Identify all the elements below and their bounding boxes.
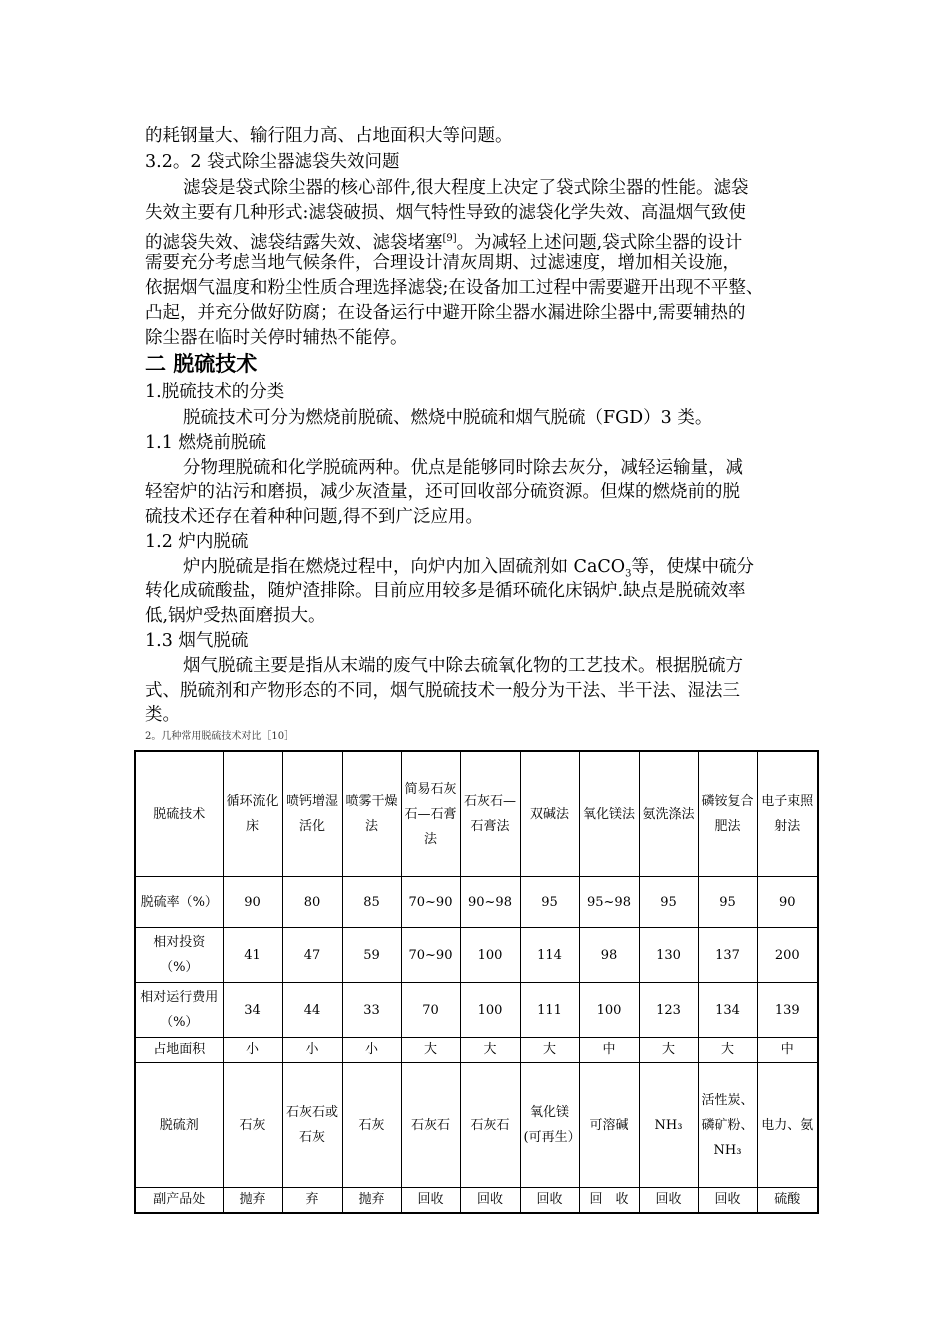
table-row	[135, 983, 818, 1038]
table-row	[135, 1188, 818, 1214]
table-cell: 114	[520, 928, 579, 983]
table-cell: 弃	[282, 1188, 342, 1214]
section-heading: 3.2。2 袋式除尘器滤袋失效问题	[145, 152, 400, 172]
table-cell: 双碱法	[520, 751, 579, 877]
paragraph-line: 式、脱硫剂和产物形态的不同，烟气脱硫技术一般分为干法、半干法、湿法三	[145, 681, 740, 701]
section-heading: 1.1 燃烧前脱硫	[145, 433, 266, 453]
paragraph-line: 的耗钢量大、输行阻力高、占地面积大等问题。	[145, 126, 513, 146]
table-cell: 回收	[698, 1188, 757, 1214]
table-cell: 130	[639, 928, 698, 983]
paragraph-line: 需要充分考虑当地气候条件，合理设计清灰周期、过滤速度，增加相关设施，	[145, 253, 740, 273]
table-cell: 200	[757, 928, 818, 983]
table-cell: 简易石灰石—石膏法	[401, 751, 460, 877]
table-cell: 90	[757, 877, 818, 928]
table-cell: 大	[460, 1038, 520, 1063]
table-cell: 100	[460, 983, 520, 1038]
table-cell: 硫酸	[757, 1188, 818, 1214]
table-cell: 中	[579, 1038, 639, 1063]
citation-ref: [9]	[442, 233, 457, 244]
row-header-cell: 占地面积	[135, 1038, 223, 1063]
paragraph-line: 依据烟气温度和粉尘性质合理选择滤袋;在设备加工过程中需要避开出现不平整、	[145, 278, 764, 298]
table-cell: 34	[223, 983, 282, 1038]
paragraph-line: 轻窑炉的沾污和磨损，减少灰渣量，还可回收部分硫资源。但煤的燃烧前的脱	[145, 482, 740, 502]
table-cell: 95	[520, 877, 579, 928]
table-cell: 41	[223, 928, 282, 983]
table-cell: 47	[282, 928, 342, 983]
section-heading: 1.3 烟气脱硫	[145, 631, 249, 651]
table-cell: 44	[282, 983, 342, 1038]
table-cell: 70	[401, 983, 460, 1038]
table-cell: 100	[460, 928, 520, 983]
table-cell: 中	[757, 1038, 818, 1063]
paragraph-line: 转化成硫酸盐，随炉渣排除。目前应用较多是循环硫化床锅炉.缺点是脱硫效率	[145, 581, 746, 601]
paragraph-line: 失效主要有几种形式:滤袋破损、烟气特性导致的滤袋化学失效、高温烟气致使	[145, 203, 746, 223]
table-cell: 95~98	[579, 877, 639, 928]
table-row	[135, 877, 818, 928]
table-cell: 137	[698, 928, 757, 983]
desulfurization-comparison-table	[134, 750, 819, 1214]
paragraph-line: 脱硫技术可分为燃烧前脱硫、燃烧中脱硫和烟气脱硫（FGD）3 类。	[183, 408, 713, 428]
text-run: 炉内脱硫是指在燃烧过程中，向炉内加入固硫剂如 CaCO	[183, 557, 626, 577]
table-cell: 95	[639, 877, 698, 928]
table-cell: 抛弃	[342, 1188, 401, 1214]
table-cell: 70~90	[401, 928, 460, 983]
table-cell: 回收	[401, 1188, 460, 1214]
paragraph-line: 凸起，并充分做好防腐；在设备运行中避开除尘器水漏进除尘器中,需要辅热的	[145, 303, 746, 323]
table-cell: 98	[579, 928, 639, 983]
paragraph-line: 滤袋是袋式除尘器的核心部件,很大程度上决定了袋式除尘器的性能。滤袋	[183, 178, 749, 198]
table-cell: 电力、氨	[757, 1063, 818, 1188]
table-row	[135, 928, 818, 983]
table-cell: 大	[520, 1038, 579, 1063]
table-cell: 小	[282, 1038, 342, 1063]
table-cell: 活性炭、磷矿粉、NH₃	[698, 1063, 757, 1188]
section-heading: 1.2 炉内脱硫	[145, 532, 249, 552]
table-cell: 循环流化床	[223, 751, 282, 877]
table-row	[135, 751, 818, 877]
row-header-cell: 相对投资（%）	[135, 928, 223, 983]
table-cell: 氨洗涤法	[639, 751, 698, 877]
table-cell: 59	[342, 928, 401, 983]
table-cell: 可溶碱	[579, 1063, 639, 1188]
table-cell: 小	[223, 1038, 282, 1063]
table-cell: 氧化镁(可再生）	[520, 1063, 579, 1188]
table-cell: 90~98	[460, 877, 520, 928]
table-cell: 大	[698, 1038, 757, 1063]
table-cell: 85	[342, 877, 401, 928]
section-heading: 1.脱硫技术的分类	[145, 382, 285, 402]
table-cell: 喷钙增湿活化	[282, 751, 342, 877]
table-cell: 回 收	[579, 1188, 639, 1214]
text-run: 等，使煤中硫分	[631, 557, 754, 577]
table-row	[135, 1038, 818, 1063]
table-cell: 大	[639, 1038, 698, 1063]
table-cell: 石灰	[342, 1063, 401, 1188]
text-run: 。为减轻上述问题,袋式除尘器的设计	[456, 232, 743, 253]
table-cell: 80	[282, 877, 342, 928]
table-cell: 氧化镁法	[579, 751, 639, 877]
row-header-cell: 脱硫剂	[135, 1063, 223, 1188]
table-cell: NH₃	[639, 1063, 698, 1188]
table-cell: 石灰石	[460, 1063, 520, 1188]
table-cell: 95	[698, 877, 757, 928]
paragraph-line: 低,锅炉受热面磨损大。	[145, 606, 326, 626]
paragraph-line: 硫技术还存在着种种问题,得不到广泛应用。	[145, 507, 484, 527]
table-cell: 回收	[460, 1188, 520, 1214]
row-header-cell: 副产品处	[135, 1188, 223, 1214]
paragraph-line: 分物理脱硫和化学脱硫两种。优点是能够同时除去灰分，减轻运输量，减	[183, 458, 743, 478]
subscript: 3	[625, 568, 632, 580]
row-header-cell: 相对运行费用（%）	[135, 983, 223, 1038]
row-header-cell: 脱硫率（%）	[135, 877, 223, 928]
table-cell: 石灰	[223, 1063, 282, 1188]
table-cell: 石灰石	[401, 1063, 460, 1188]
table-cell: 石灰石—石膏法	[460, 751, 520, 877]
table-cell: 喷雾干燥法	[342, 751, 401, 877]
table-cell: 电子束照射法	[757, 751, 818, 877]
paragraph-line: 烟气脱硫主要是指从末端的废气中除去硫氧化物的工艺技术。根据脱硫方	[183, 656, 743, 676]
table-cell: 90	[223, 877, 282, 928]
table-cell: 大	[401, 1038, 460, 1063]
table-caption: 2。几种常用脱硫技术对比［10］	[145, 731, 295, 742]
table-cell: 回收	[520, 1188, 579, 1214]
table-cell: 回收	[639, 1188, 698, 1214]
table-row	[135, 1063, 818, 1188]
table-cell: 134	[698, 983, 757, 1038]
table-cell: 100	[579, 983, 639, 1038]
table-cell: 小	[342, 1038, 401, 1063]
table-cell: 70~90	[401, 877, 460, 928]
table-cell: 123	[639, 983, 698, 1038]
table-cell: 石灰石或石灰	[282, 1063, 342, 1188]
paragraph-line: 除尘器在临时关停时辅热不能停。	[145, 328, 408, 348]
table-cell: 磷铵复合肥法	[698, 751, 757, 877]
chapter-heading: 二 脱硫技术	[145, 352, 258, 376]
table-cell: 139	[757, 983, 818, 1038]
table-cell: 111	[520, 983, 579, 1038]
row-header-cell: 脱硫技术	[135, 751, 223, 877]
text-run: 的滤袋失效、滤袋结露失效、滤袋堵塞	[145, 232, 443, 253]
table-cell: 抛弃	[223, 1188, 282, 1214]
table-cell: 33	[342, 983, 401, 1038]
paragraph-line: 类。	[145, 705, 180, 725]
